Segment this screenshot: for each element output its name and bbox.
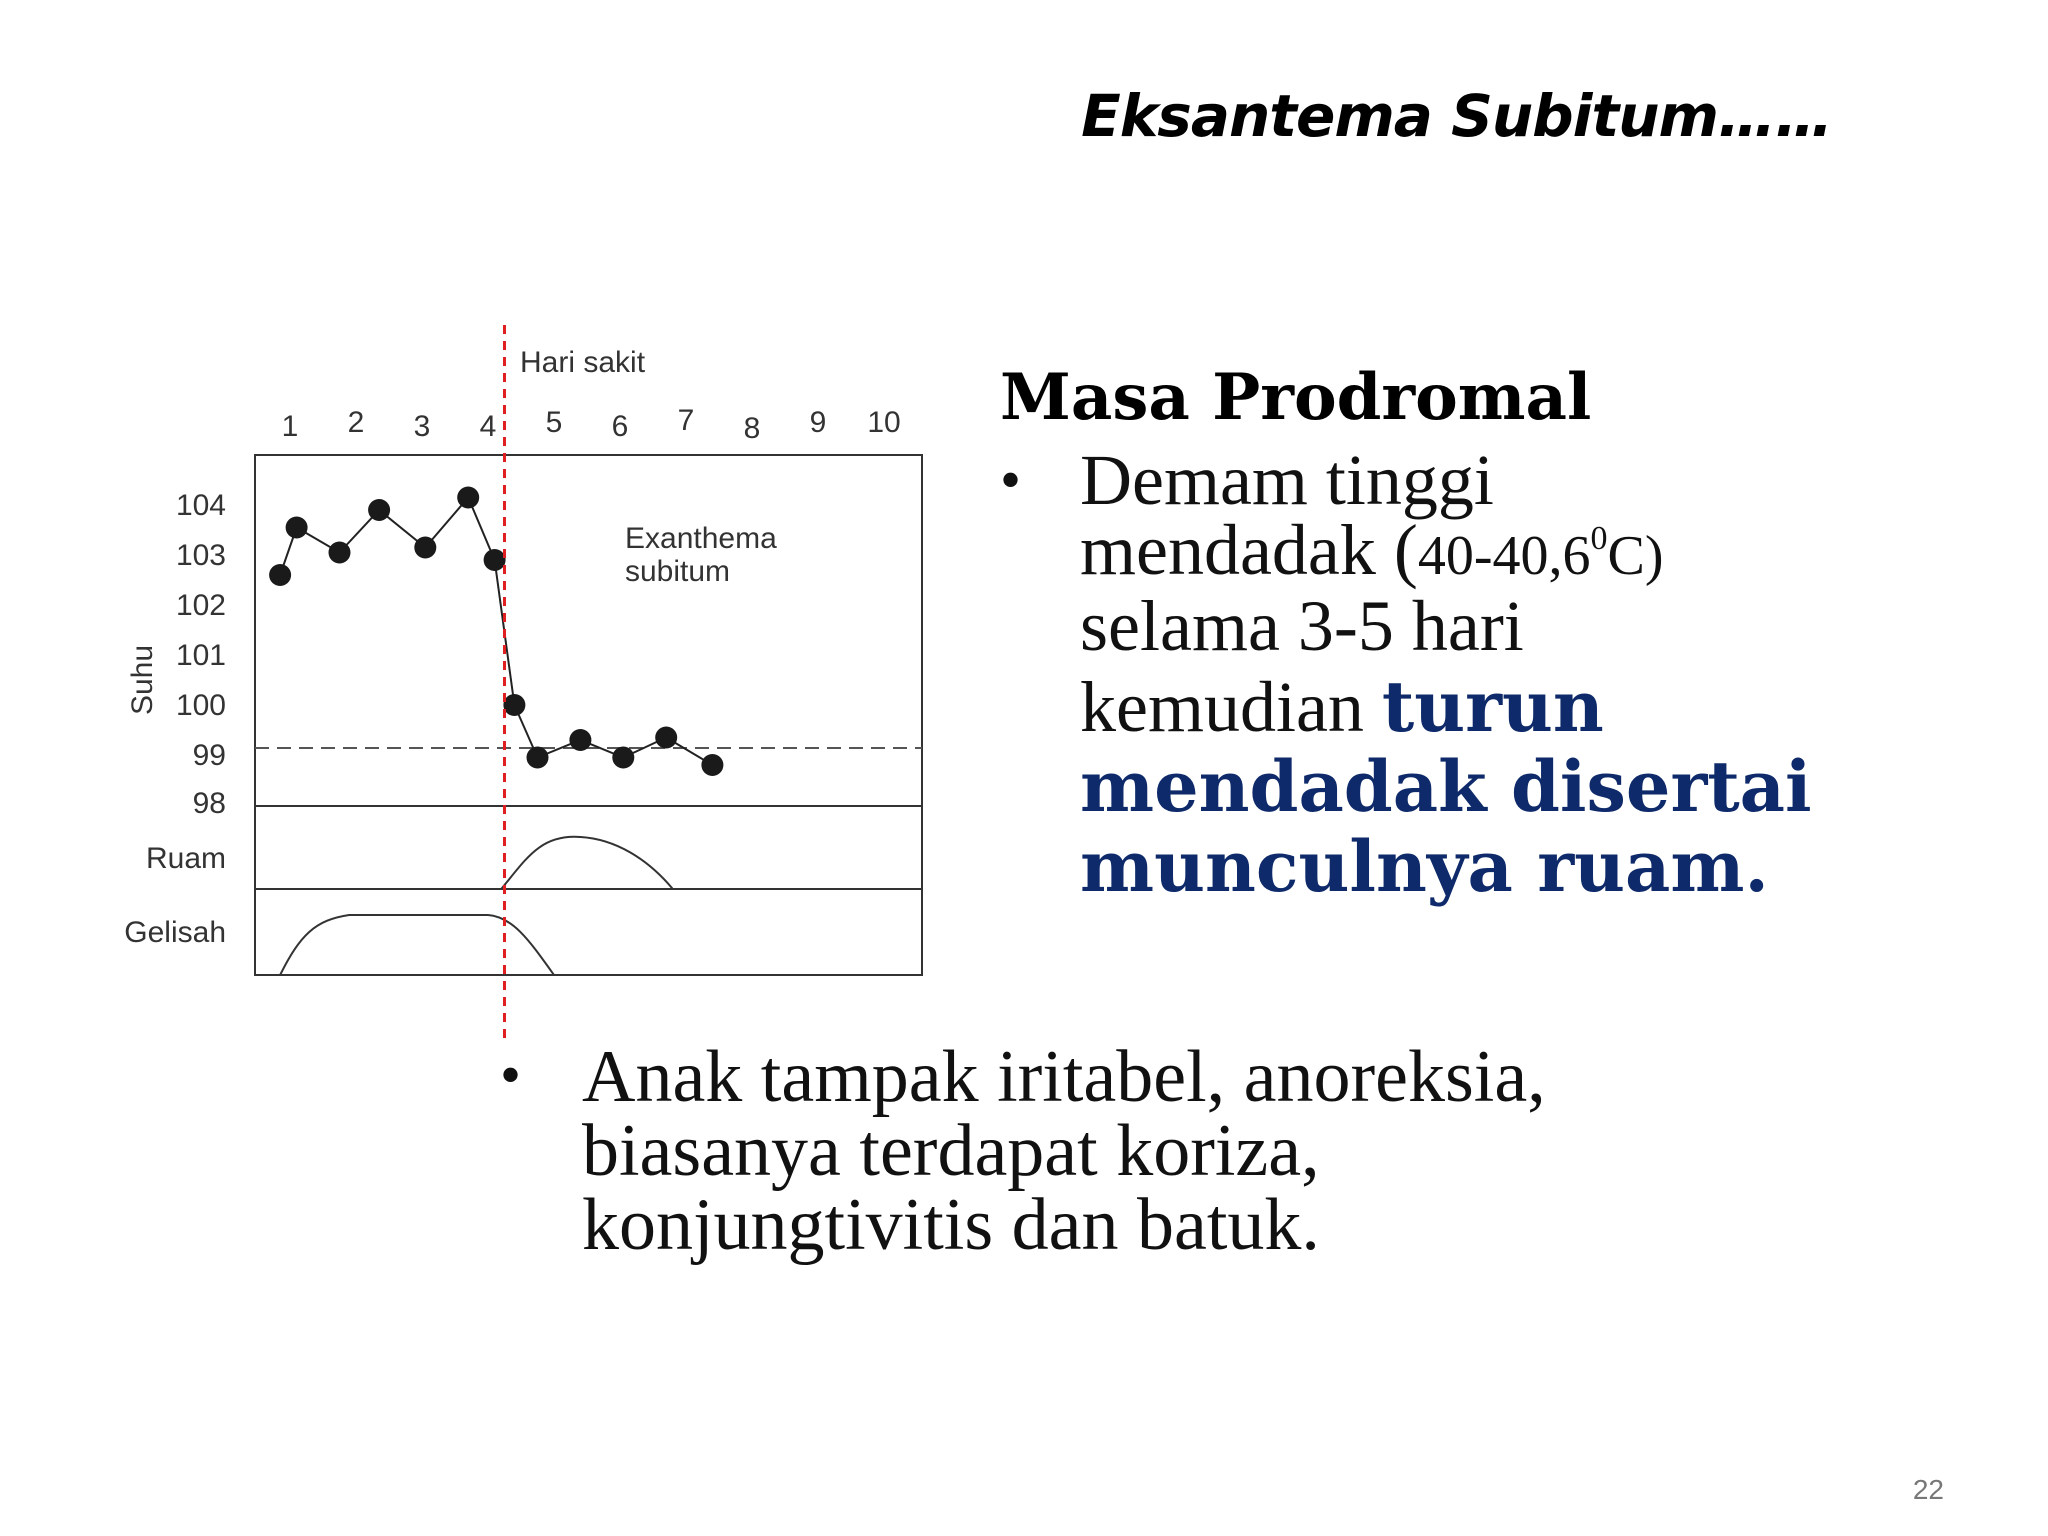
bullet-item <box>1000 440 1980 908</box>
data-point <box>655 727 677 749</box>
day-tick-label: 10 <box>867 406 901 439</box>
data-point <box>527 747 549 769</box>
data-point <box>484 549 506 571</box>
data-point <box>269 564 291 586</box>
temperature-range: 40-40,6 <box>1417 525 1591 587</box>
bullet-line: konjungtivitis dan batuk. <box>582 1184 1320 1266</box>
emphasis-line: munculnya ruam. <box>1080 825 1769 908</box>
degree-superscript: 0 <box>1590 520 1608 557</box>
bullet-line: selama 3-5 hari <box>1080 586 1524 666</box>
day-tick-label: 2 <box>347 406 365 439</box>
bullet-line <box>1080 510 1980 591</box>
slide-title: Eksantema Subitum…… <box>1081 82 1832 150</box>
temperature-unit: C) <box>1607 525 1664 587</box>
y-tick-label: 101 <box>175 639 226 672</box>
y-tick-label: 104 <box>175 489 226 522</box>
y-tick-label: 98 <box>192 787 226 820</box>
day-tick-label: 3 <box>413 410 431 443</box>
day-tick-label: 6 <box>611 410 629 443</box>
data-point <box>503 694 525 716</box>
bullet-line: Demam tinggi <box>1080 440 1494 520</box>
page-number: 22 <box>1912 1474 1944 1505</box>
top-axis-title: Hari sakit <box>520 346 646 379</box>
emphasis-line: mendadak disertai <box>1080 745 1812 828</box>
day-tick-label: 7 <box>677 404 695 437</box>
bullet-line <box>1080 667 1980 747</box>
data-point <box>701 754 723 776</box>
day-tick-label: 8 <box>743 412 761 445</box>
fever-chart <box>0 0 1000 1060</box>
y-axis-title: Suhu <box>126 644 159 716</box>
data-point <box>569 729 591 751</box>
rash-curve <box>501 837 673 889</box>
prodromal-section <box>1000 360 1980 907</box>
track-label: Gelisah <box>124 916 226 949</box>
bullet-item <box>500 1036 1900 1266</box>
annotation-label: subitum <box>625 555 731 588</box>
y-tick-label: 99 <box>192 739 226 772</box>
section-heading: Masa Prodromal <box>1000 360 1592 435</box>
y-tick-label: 102 <box>175 589 226 622</box>
bullet-line: Anak tampak iritabel, anoreksia, <box>582 1036 1546 1118</box>
track-label: Ruam <box>145 842 226 875</box>
data-point <box>457 487 479 509</box>
y-tick-label: 100 <box>175 689 226 722</box>
day-tick-label: 1 <box>281 410 299 443</box>
bullet-line: biasanya terdapat koriza, <box>582 1110 1320 1192</box>
text-span: mendadak ( <box>1080 510 1418 590</box>
annotation-label: Exanthema <box>625 522 777 555</box>
symptoms-section <box>500 1036 1900 1266</box>
data-point <box>612 747 634 769</box>
data-point <box>329 542 351 564</box>
day-tick-label: 9 <box>809 406 827 439</box>
y-tick-label: 103 <box>175 539 226 572</box>
data-point <box>414 537 436 559</box>
bullet-icon: • <box>500 1042 522 1108</box>
irritability-curve <box>280 915 554 975</box>
day-tick-label: 4 <box>479 410 497 443</box>
text-span: kemudian <box>1080 667 1382 747</box>
data-point <box>286 517 308 539</box>
data-point <box>368 499 390 521</box>
bullet-icon: • <box>1000 447 1022 513</box>
emphasis-text: turun <box>1381 665 1604 748</box>
day-tick-label: 5 <box>545 406 563 439</box>
chart-frame <box>255 455 922 975</box>
